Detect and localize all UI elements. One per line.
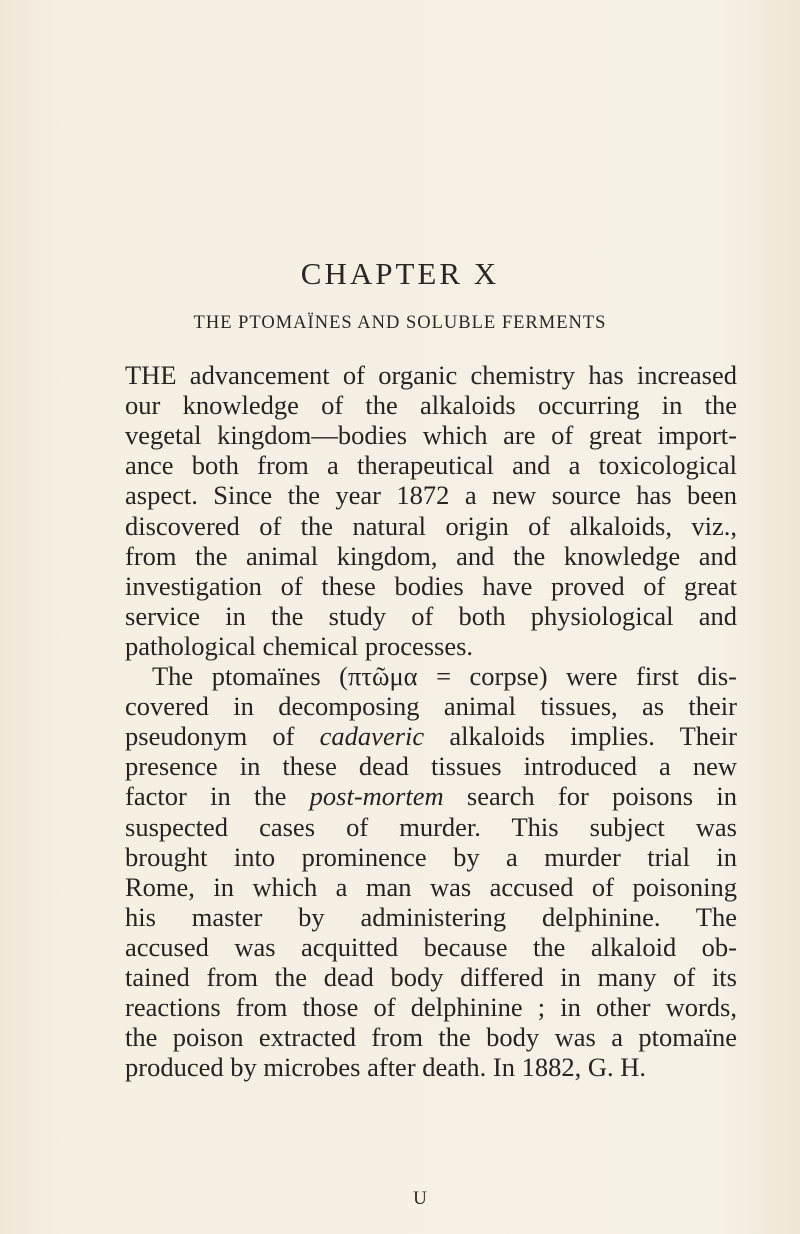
body-line: brought into prominence by a murder trial in bbox=[125, 841, 737, 872]
body-line: presence in these dead tissues introduced a new bbox=[125, 751, 737, 782]
body-line: pathological chemical processes. bbox=[125, 630, 474, 661]
signature-mark: U bbox=[413, 1188, 427, 1209]
body-line: pseudonym of cadaveric alkaloids implies. Their bbox=[125, 721, 737, 752]
body-line: The ptomaïnes (πτῶμα = corpse) were first dis- bbox=[152, 661, 737, 691]
body-line: investigation of these bodies have proved of great bbox=[125, 570, 737, 601]
body-line: produced by microbes after death. In 1882, G. H. bbox=[125, 1052, 647, 1083]
section-title: THE PTOMAÏNES AND SOLUBLE FERMENTS bbox=[193, 313, 607, 333]
body-line: Rome, in which a man was accused of poisoning bbox=[125, 871, 737, 902]
chapter-title: CHAPTER X bbox=[300, 256, 500, 291]
body-line: ance both from a therapeutical and a toxicological bbox=[125, 450, 737, 481]
body-line: discovered of the natural origin of alkaloids, viz., bbox=[125, 510, 737, 541]
body-line: aspect. Since the year 1872 a new source has been bbox=[125, 480, 737, 511]
body-line: factor in the post-mortem search for poisons in bbox=[125, 781, 737, 812]
body-line: suspected cases of murder. This subject was bbox=[125, 811, 737, 842]
body-line: accused was acquitted because the alkaloid ob- bbox=[125, 931, 737, 962]
body-line: our knowledge of the alkaloids occurring in the bbox=[125, 390, 737, 421]
body-line: THE advancement of organic chemistry has increased bbox=[125, 360, 737, 390]
body-line: service in the study of both physiological and bbox=[125, 600, 737, 631]
body-line: the poison extracted from the body was a ptomaïne bbox=[125, 1022, 737, 1053]
body-line: his master by administering delphinine. The bbox=[125, 901, 737, 932]
body-line: tained from the dead body differed in many of its bbox=[125, 962, 737, 992]
body-line: from the animal kingdom, and the knowledge and bbox=[125, 540, 737, 571]
body-line: reactions from those of delphinine ; in other words, bbox=[125, 992, 737, 1023]
body-line: vegetal kingdom—bodies which are of great import- bbox=[125, 420, 737, 451]
body-line: covered in decomposing animal tissues, as their bbox=[125, 691, 737, 722]
